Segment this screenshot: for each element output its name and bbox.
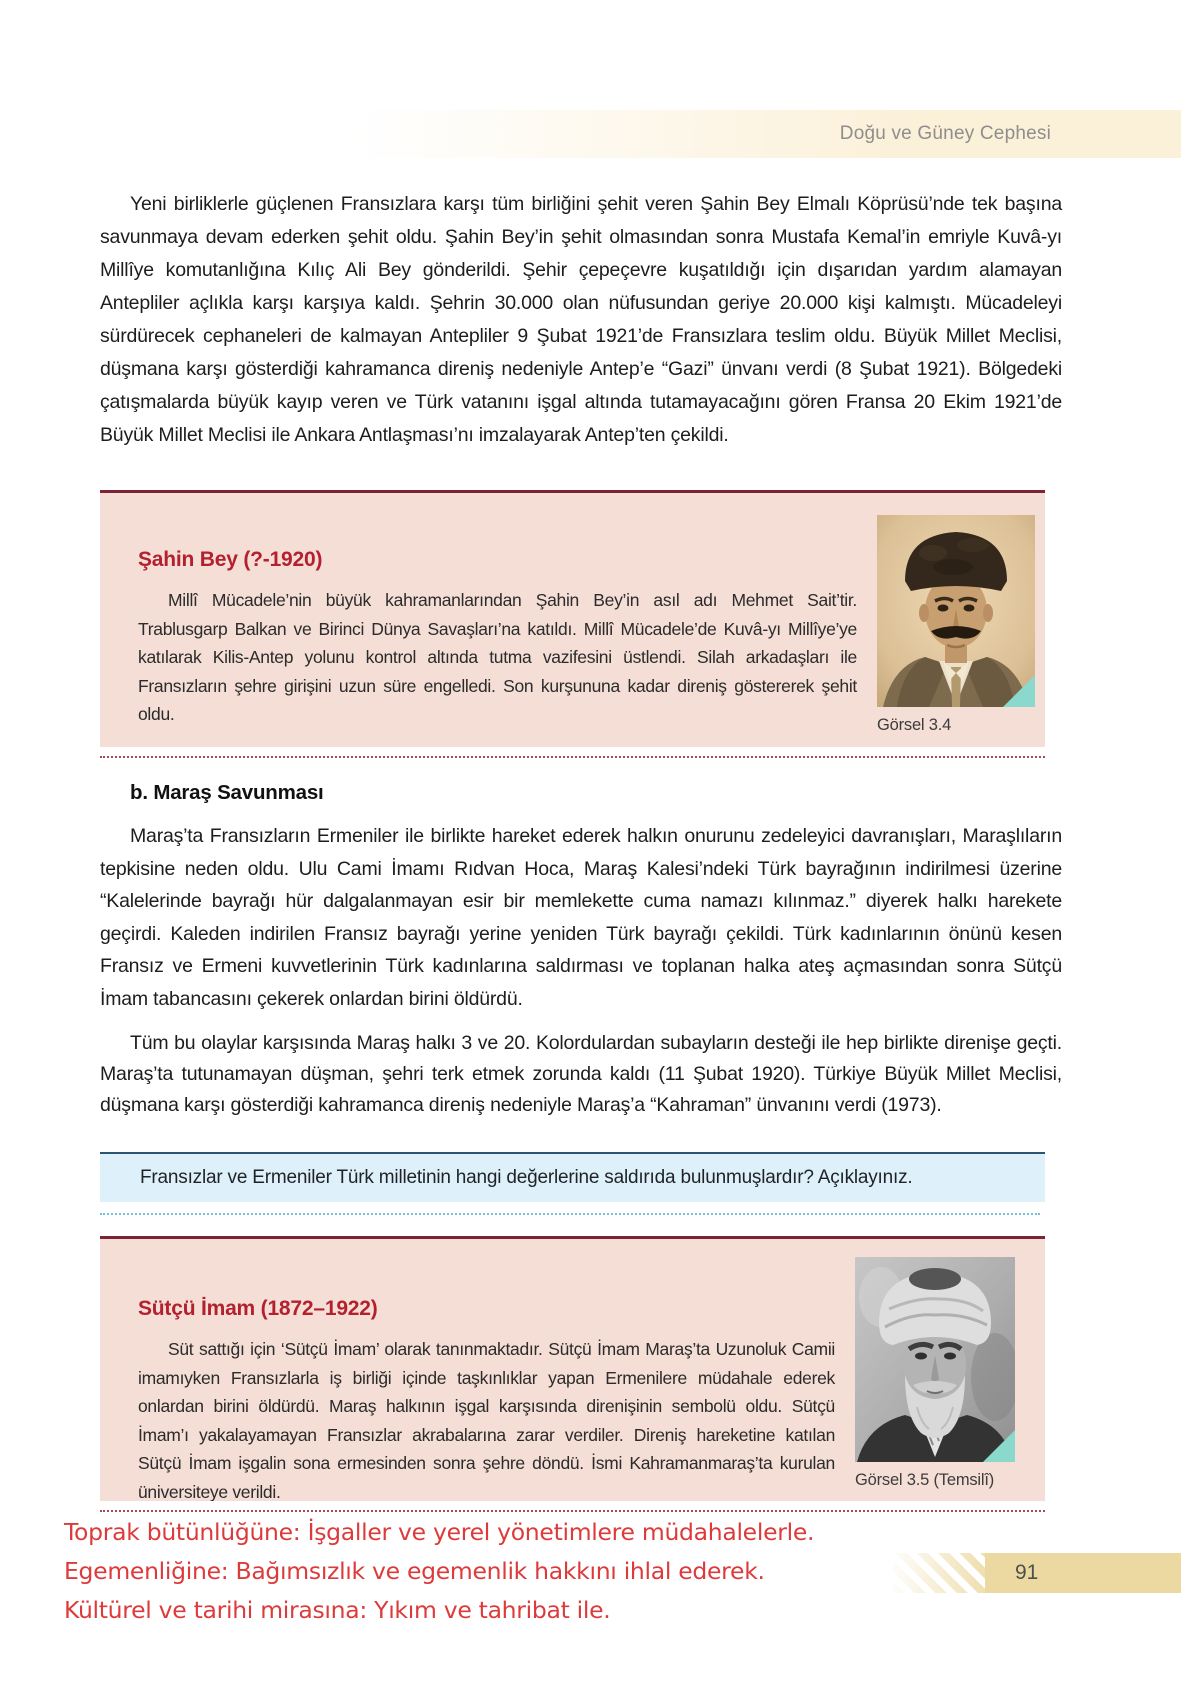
dotted-separator — [100, 756, 1045, 758]
handwritten-answer-line: Kültürel ve tarihi mirasına: Yıkım ve tahribat ile. — [64, 1596, 611, 1624]
sahin-bey-portrait-image — [877, 515, 1035, 707]
handwritten-answers — [64, 1513, 964, 1630]
dotted-separator — [100, 1510, 1045, 1512]
page-number: 91 — [1015, 1561, 1039, 1584]
intro-paragraph: Yeni birliklerle güçlenen Fransızlara karşı tüm birliğini şehit veren Şahin Bey Elmalı Köprüsü’nde tek başına savunmaya devam ederken şehit oldu. Şahin Bey’in şehit olmasından sonra Mustafa Kemal’in emriyle Kuvâ-yı Millîye komutanlığına Kılıç Ali Bey gönderildi. Şehir çepeçevre kuşatıldığı için dışarıdan yardım alamayan Antepliler açlıkla karşı karşıya kaldı. Şehrin 30.000 olan nüfusundan geriye 20.000 kişi kalmıştı. Mücadeleyi sürdürecek cephaneleri de kalmayan Antepliler 9 Şubat 1921’de Fransızlara teslim oldu. Büyük Millet Meclisi, düşmana karşı gösterdiği kahramanca direniş nedeniyle Antep’e “Gazi” ünvanı verdi (8 Şubat 1921). Bölgedeki çatışmalarda büyük kayıp veren ve Türk vatanını işgal altında tutamayacağını gören Fransa 20 Ekim 1921’de Büyük Millet Meclisi ile Ankara Antlaşması’nı imzalayarak Antep’ten çekildi. — [100, 193, 1062, 446]
sahin-bey-box-title: Şahin Bey (?-1920) — [138, 548, 323, 571]
maras-section-heading: b. Maraş Savunması — [130, 781, 324, 804]
sahin-bey-photo-caption: Görsel 3.4 — [877, 716, 952, 734]
question-text: Fransızlar ve Ermeniler Türk milletinin hangi değerlerine saldırıda bulunmuşlardır? Açıklayınız. — [140, 1167, 913, 1188]
sutcu-imam-box-title: Sütçü İmam (1872–1922) — [138, 1297, 378, 1320]
sutcu-imam-portrait-image — [855, 1257, 1015, 1462]
sutcu-imam-photo-caption: Görsel 3.5 (Temsilî) — [855, 1471, 995, 1489]
sahin-bey-portrait — [877, 515, 1035, 707]
sutcu-imam-box-text: Süt sattığı için ‘Sütçü İmam’ olarak tanınmaktadır. Sütçü İmam Maraş’ta Uzunoluk Camii imamıyken Fransızlarla iş birliği içinde taşkınlıklar yapan Ermenilere müdahale ederek onlardan birini öldürdü. Maraş halkının işgal karşısında direnişinin sembolü oldu. Sütçü İmam’ı yakalayamayan Fransızlar akrabalarına zarar verdiler. Direniş hareketine katılan Sütçü İmam işgalin sona ermesinden sonra şehre döndü. İsmi Kahramanmaraş’ta kurulan üniversiteye verildi. — [138, 1339, 835, 1501]
sahin-bey-infobox — [100, 490, 1045, 747]
handwritten-answer-line: Toprak bütünlüğüne: İşgaller ve yerel yönetimlere müdahalelerle. — [64, 1518, 815, 1546]
sutcu-imam-infobox — [100, 1236, 1045, 1501]
sahin-bey-photo-block — [877, 515, 1035, 735]
handwritten-answer-line: Egemenliğine: Bağımsızlık ve egemenlik hakkını ihlal ederek. — [64, 1557, 765, 1585]
sutcu-imam-photo-block — [855, 1257, 1015, 1490]
header-band — [0, 110, 1181, 158]
question-box-dotted-underline — [100, 1213, 1040, 1215]
page-banner-stripes — [893, 1553, 985, 1593]
sutcu-imam-portrait — [855, 1257, 1015, 1462]
sahin-bey-box-text: Millî Mücadele’nin büyük kahramanlarından Şahin Bey’in asıl adı Mehmet Sait’tir. Trablusgarp Balkan ve Birinci Dünya Savaşları’na katıldı. Millî Mücadele’de Kuvâ-yı Millîye’ye katılarak Kilis-Antep yolunu kontrol altında tutma vazifesini üstlendi. Silah arkadaşları ile Fransızların şehre girişini uzun süre engelledi. Son kurşununa kadar direniş göstererek şehit oldu. — [138, 590, 857, 724]
page-banner — [985, 1553, 1181, 1593]
question-box — [100, 1152, 1045, 1202]
maras-paragraph-2: Tüm bu olaylar karşısında Maraş halkı 3 ve 20. Kolordulardan subayların desteği ile hep birlikte direnişe geçti. Maraş’ta tutunamayan düşman, şehri terk etmek zorunda kaldı (11 Şubat 1920). Türkiye Büyük Millet Meclisi, düşmana karşı gösterdiği kahramanca direniş nedeniyle Maraş’a “Kahraman” ünvanını verdi (1973). — [100, 1032, 1062, 1116]
page-header-title: Doğu ve Güney Cephesi — [839, 123, 1051, 144]
maras-paragraph-1: Maraş’ta Fransızların Ermeniler ile birlikte hareket ederek halkın onurunu zedeleyici davranışları, Maraşlıların tepkisine neden oldu. Ulu Cami İmamı Rıdvan Hoca, Maraş Kalesi’ndeki Türk bayrağının indirilmesi üzerine “Kalelerinde bayrağı hür dalgalanmayan esir bir memlekette cuma namazı kılınmaz.” diyerek halkı harekete geçirdi. Kaleden indirilen Fransız bayrağı yerine yeniden Türk bayrağı çekildi. Türk kadınlarının önünü kesen Fransız ve Ermeni kuvvetlerinin Türk kadınlarına saldırması ve toplanan halka ateş açmasından sonra Sütçü İmam tabancasını çekerek onlardan birini öldürdü. — [100, 825, 1062, 1010]
